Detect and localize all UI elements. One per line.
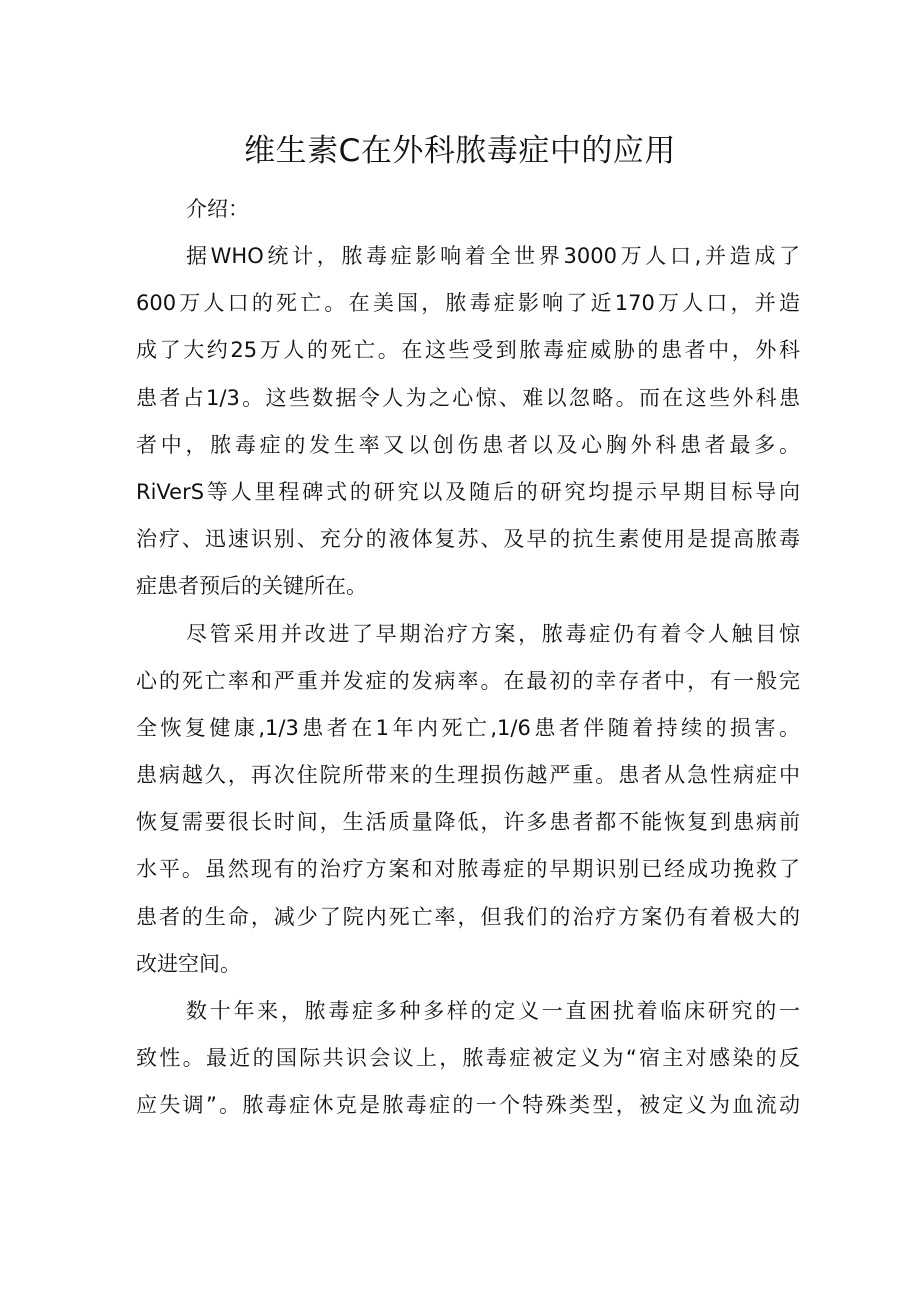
body-text-line: 全恢复健康,1/3患者在1年内死亡,1/6患者伴随着持续的损害。	[136, 715, 800, 740]
document-body	[136, 233, 800, 1130]
body-text-line: 改进空间。	[136, 951, 241, 976]
intro-heading: 介绍：	[186, 197, 249, 221]
body-text-line: RiVerS等人里程碑式的研究以及随后的研究均提示早期目标导向	[136, 479, 800, 504]
body-text-line: 应失调”。脓毒症休克是脓毒症的一个特殊类型，被定义为血流动	[136, 1093, 800, 1118]
body-text-line: 心的死亡率和严重并发症的发病率。在最初的幸存者中，有一般完	[136, 668, 800, 693]
body-text-line: 水平。虽然现有的治疗方案和对脓毒症的早期识别已经成功挽救了	[136, 857, 800, 882]
body-text-line: 者中，脓毒症的发生率又以创伤患者以及心胸外科患者最多。	[136, 432, 800, 457]
body-text-line: 600万人口的死亡。在美国，脓毒症影响了近170万人口，并造	[136, 291, 800, 316]
body-text-line: 症患者预后的关键所在。	[136, 574, 367, 599]
body-text-line: 数十年来，脓毒症多种多样的定义一直困扰着临床研究的一	[186, 999, 800, 1023]
body-text-line: 患者占1/3。这些数据令人为之心惊、难以忽略。而在这些外科患	[136, 385, 800, 410]
body-text-line: 治疗、迅速识别、充分的液体复苏、及早的抗生素使用是提高脓毒	[136, 527, 800, 552]
body-text-line: 患者的生命，减少了院内死亡率，但我们的治疗方案仍有着极大的	[136, 904, 800, 929]
body-text-line: 致性。最近的国际共识会议上，脓毒症被定义为“宿主对感染的反	[136, 1046, 800, 1071]
document-title: 维生素C在外科脓毒症中的应用	[244, 133, 676, 169]
body-text-line: 据WHO统计，脓毒症影响着全世界3000万人口,并造成了	[186, 244, 800, 268]
body-text-line: 患病越久，再次住院所带来的生理损伤越严重。患者从急性病症中	[136, 763, 800, 788]
body-text-line: 成了大约25万人的死亡。在这些受到脓毒症威胁的患者中，外科	[136, 338, 800, 363]
body-text-line: 尽管采用并改进了早期治疗方案，脓毒症仍有着令人触目惊	[186, 621, 800, 646]
body-text-line: 恢复需要很长时间，生活质量降低，许多患者都不能恢复到患病前	[136, 810, 800, 835]
